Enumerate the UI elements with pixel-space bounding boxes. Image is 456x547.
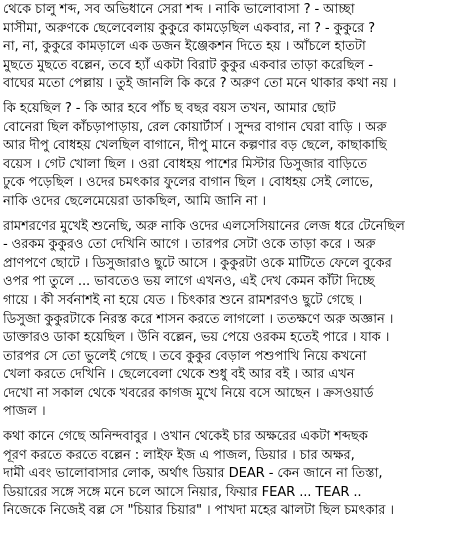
text-line: - ওরকম কুকুরও তো দেখিনি আগে । তারপর সেটা ওকে তাড়া করে । অরু [3, 237, 376, 253]
text-line: ডিয়ারের সঙ্গে সঙ্গে মনে চলে আসে নিয়ার, ফিয়ার FEAR ... TEAR .. [3, 484, 362, 500]
text-line: পূরণ করতে করতে বল্লেন : লাইফ ইজ এ পাজল, ডিয়ার । চার অক্ষর, [3, 447, 355, 463]
text-line: ওপর পা তুলে ... ভাবতেও ভয় লাগে এখনও, এই দেখ কেমন কাঁটা দিচ্ছে [3, 274, 375, 290]
paragraph [3, 1, 454, 94]
paragraph [3, 428, 454, 521]
text-line: আর দীপু বোধহয় খেলছিল বাগানে, দীপু মানে কল্পণার বড় ছেলে, কাছাকাছি [3, 138, 387, 154]
text-line: প্রাণপণে ছোটে । ডিসুজারাও ছুটে আসে । কুকুরটা ওকে মাটিতে ফেলে বুকের [3, 255, 392, 271]
text-line: গায়ে । কী সর্বনাশই না হয়ে যেত । চিৎকার শুনে রামশরণও ছুটে গেছে । [3, 292, 363, 308]
paragraph [3, 218, 454, 423]
text-line: খেলা করতে দেখিনি । ছেলেবেলা থেকে শুধু বই আর বই । আর এখন [3, 367, 355, 383]
text-line: দেখো না সকাল থেকে খবরের কাগজ মুখে নিয়ে বসে আছেন । ক্রসওয়ার্ড [3, 385, 374, 401]
paragraph [3, 100, 454, 212]
text-line: না, না, কুকুরে কামড়ালে এক ডজন ইঞ্জেকশন দিতে হয় । আঁচলে হাতটা [3, 39, 366, 55]
text-line: বোনেরা ছিল কাঁচড়াপাড়ায়, রেল কোয়ার্টার্স । সুন্দর বাগান ঘেরা বাড়ি । অরু [3, 119, 387, 135]
text-line: পাজল । [3, 404, 46, 420]
text-line: কথা কানে গেছে অনিন্দবাবুর । ওখান থেকেই চার অক্ষরের একটা শব্দছক [3, 429, 368, 445]
text-line: রামশরণের মুখেই শুনেছি, অরু নাকি ওদের এলসেসিয়ানের লেজ ধরে টেনেছিল [3, 218, 405, 234]
text-line: ডাক্তারও ডাকা হয়েছিল । উনি বল্লেন, ভয় পেয়ে ওরকম হতেই পারে । যাক । [3, 330, 390, 346]
text-line: তারপর সে তো ভুলেই গেছে । তবে কুকুর বেড়াল পশুপাখি নিয়ে কখনো [3, 348, 367, 364]
text-line: মুছতে মুছতে বল্লেন, তবে হ্যাঁ একটা বিরাট কুকুর একবার তাড়া করেছিল - [3, 57, 373, 73]
text-line: বয়েস । গেট খোলা ছিল । ওরা বোধহয় পাশের মিস্টার ডিসুজার বাড়িতে [3, 156, 368, 172]
text-line: দামী এবং ভালোবাসার লোক, অর্থাৎ ডিয়ার DEAR - কেন জানে না তিস্তা, [3, 466, 383, 482]
text-line: নাকি ওদের ছেলেমেয়েরা ডাকছিল, আমি জানি না । [3, 193, 266, 209]
text-line: কি হয়েছিল ? - কি আর হবে পাঁচ ছ বছর বয়স তখন, আমার ছোট [3, 100, 336, 116]
text-line: ঢুকে পড়েছিল । ওদের চমৎকার ফুলের বাগান ছিল । বোধহয় সেই লোভে, [3, 175, 374, 191]
text-line: থেকে চালু শব্দ, সব অভিধানে সেরা শব্দ । নাকি ভালোবাসা ? - আচ্ছা [3, 2, 355, 17]
text-line: ডিসুজা কুকুরটাকে নিরস্ত করে শাসন করতে লাগলো । ততক্ষণে অরু অজ্ঞান । [3, 311, 394, 327]
text-line: নিজেকে নিজেই বল্ল সে "চিয়ার চিয়ার" । পাখদা মহের ঝালটা ছিল চমৎকার । [3, 503, 394, 519]
text-line: বাঘের মতো পেল্লায় । তুই জানলি কি করে ? অরুণ তো মনে থাকার কথা নয় । [3, 76, 397, 92]
text-line: মাসীমা, অরুণকে ছেলেবেলায় কুকুরে কামড়েছিল একবার, না ? - কুকুরে ? [3, 20, 376, 36]
